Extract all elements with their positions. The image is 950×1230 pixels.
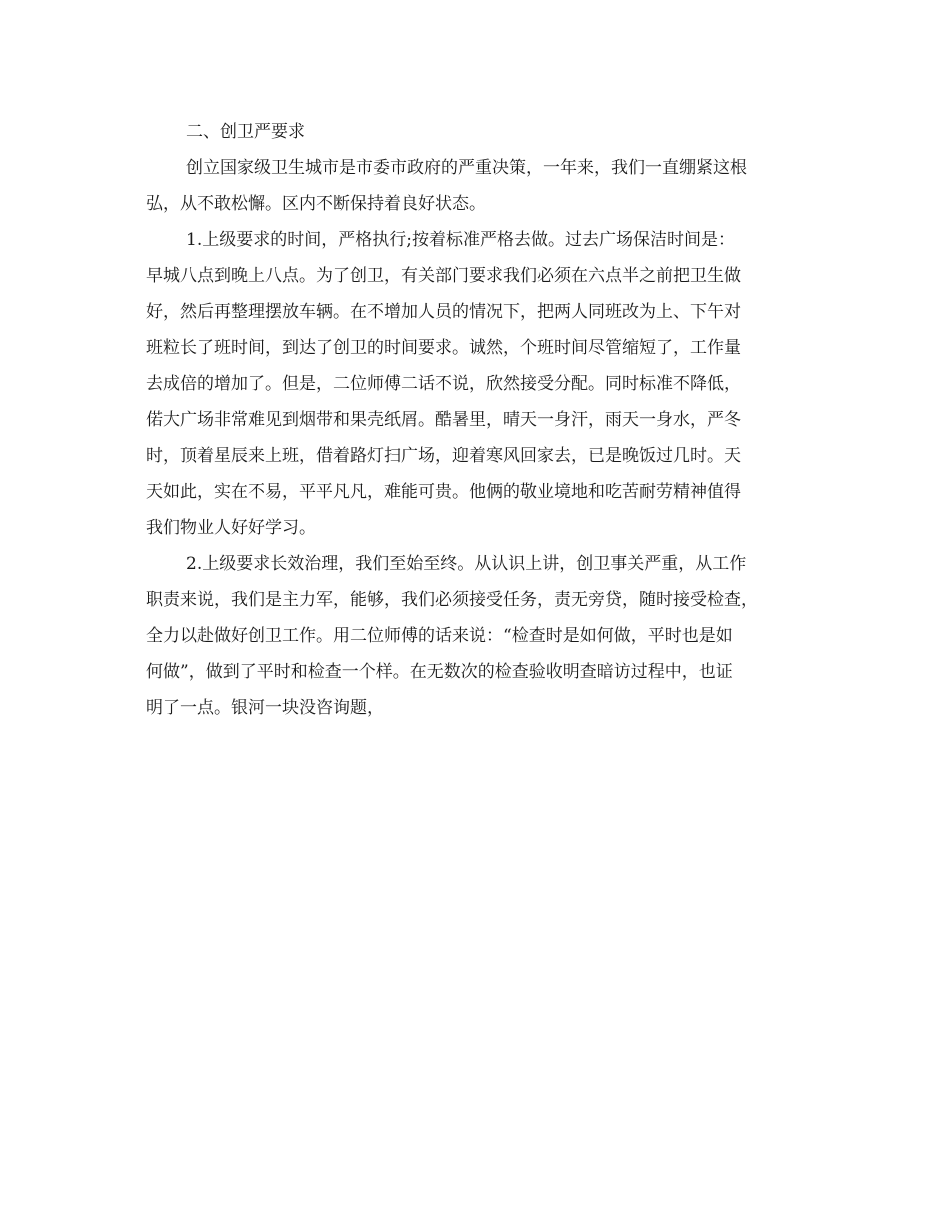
paragraph-line: 班粒长了班时间，到达了创卫的时间要求。诚然，个班时间尽管缩短了，工作量 — [146, 338, 741, 358]
paragraph-line: 天如此，实在不易，平平凡凡，难能可贵。他俩的敬业境地和吃苦耐劳精神值得 — [146, 482, 741, 502]
paragraph-line: 1.上级要求的时间，严格执行;按着标准严格去做。过去广场保洁时间是： — [186, 230, 735, 250]
document-body — [146, 114, 814, 726]
paragraph-line: 早城八点到晚上八点。为了创卫，有关部门要求我们必须在六点半之前把卫生做 — [146, 266, 741, 286]
paragraph-line: 时，顶着星辰来上班，借着路灯扫广场，迎着寒风回家去，已是晚饭过几时。天 — [146, 446, 741, 466]
paragraph-line: 我们物业人好好学习。 — [146, 518, 316, 538]
paragraph-3 — [146, 546, 814, 726]
paragraph-line: 弘，从不敢松懈。区内不断保持着良好状态。 — [146, 194, 486, 214]
paragraph-line: 去成倍的增加了。但是，二位师傅二话不说，欣然接受分配。同时标准不降低， — [146, 374, 741, 394]
paragraph-1 — [146, 150, 814, 222]
section-heading: 二、创卫严要求 — [186, 122, 305, 142]
paragraph-line: 全力以赴做好创卫工作。用二位师傅的话来说：“检查时是如何做，平时也是如 — [146, 626, 733, 646]
paragraph-line: 何做”，做到了平时和检查一个样。在无数次的检查验收明查暗访过程中，也证 — [146, 662, 733, 682]
paragraph-line: 2.上级要求长效治理，我们至始至终。从认识上讲，创卫事关严重，从工作 — [186, 554, 747, 574]
paragraph-line: 职责来说，我们是主力军，能够，我们必须接受任务，责无旁贷，随时接受检查， — [146, 590, 758, 610]
paragraph-line: 好，然后再整理摆放车辆。在不增加人员的情况下，把两人同班改为上、下午对 — [146, 302, 741, 322]
paragraph-line: 明了一点。银河一块没咨询题， — [146, 698, 384, 718]
paragraph-line: 创立国家级卫生城市是市委市政府的严重决策，一年来，我们一直绷紧这根 — [186, 158, 747, 178]
paragraph-line: 偌大广场非常难见到烟带和果壳纸屑。酷暑里，晴天一身汗，雨天一身水，严冬 — [146, 410, 741, 430]
paragraph-2 — [146, 222, 814, 546]
